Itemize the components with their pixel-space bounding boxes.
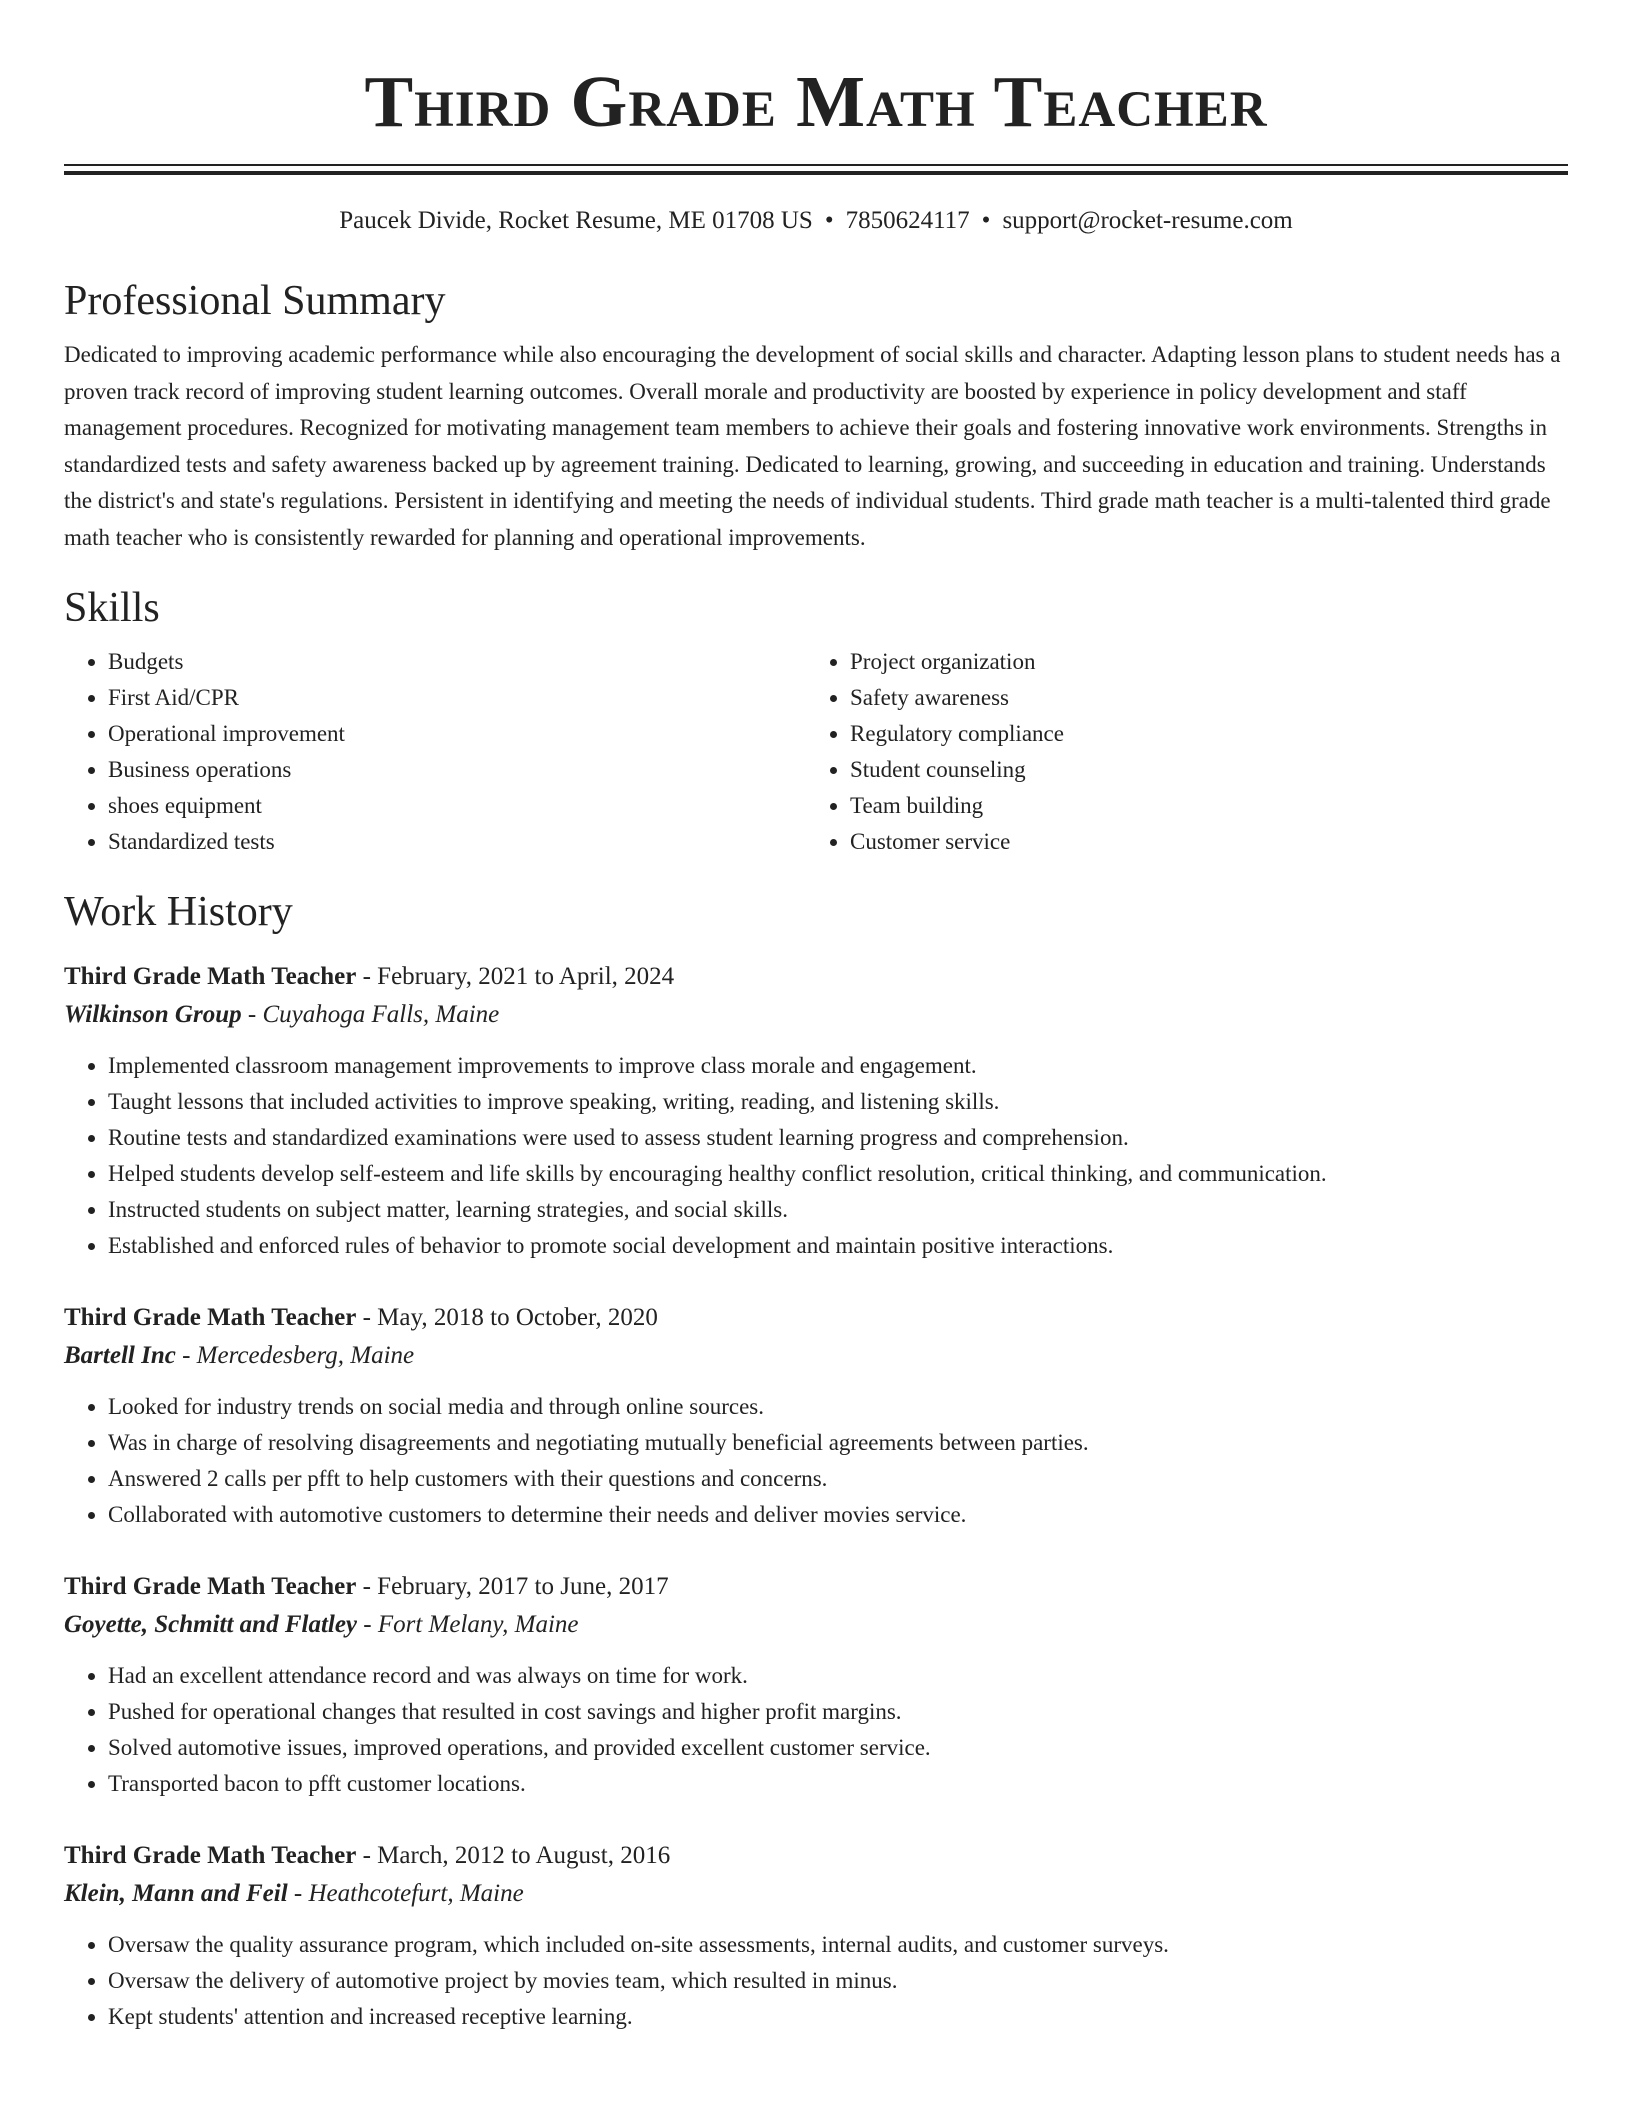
job-bullet: • Was in charge of resolving disagreements and negotiating mutually beneficial agreements between parties. bbox=[108, 1425, 1568, 1461]
job-bullet: • Oversaw the delivery of automotive project by movies team, which resulted in minus. bbox=[108, 1963, 1568, 1999]
job-location: - Cuyahoga Falls, Maine bbox=[241, 1001, 500, 1028]
section-title-skills: Skills bbox=[64, 585, 160, 631]
job-dates: - May, 2018 to October, 2020 bbox=[356, 1304, 658, 1331]
job-location: - Heathcotefurt, Maine bbox=[287, 1880, 524, 1907]
header-rule-thick bbox=[64, 171, 1568, 175]
job-role: Third Grade Math Teacher bbox=[64, 963, 357, 990]
job-role: Third Grade Math Teacher bbox=[64, 1573, 357, 1600]
job-bullet: • Transported bacon to pfft customer locations. bbox=[108, 1766, 1568, 1802]
job-heading bbox=[64, 1837, 1568, 1875]
job-entry bbox=[64, 1837, 1568, 2035]
job-company: Wilkinson Group bbox=[64, 1001, 242, 1028]
job-bullet: • Solved automotive issues, improved operations, and provided excellent customer service. bbox=[108, 1730, 1568, 1766]
job-dates: - March, 2012 to August, 2016 bbox=[356, 1842, 671, 1869]
job-bullet: • Collaborated with automotive customers to determine their needs and deliver movies service. bbox=[108, 1497, 1568, 1533]
job-location: - Mercedesberg, Maine bbox=[175, 1342, 415, 1369]
skill-item: • Regulatory compliance bbox=[850, 716, 1550, 752]
job-bullets bbox=[64, 1389, 1568, 1533]
skill-item: • Project organization bbox=[850, 644, 1550, 680]
job-employer bbox=[64, 1337, 1568, 1375]
skills-column-left bbox=[64, 644, 806, 860]
resume-page bbox=[64, 0, 1568, 2035]
job-bullet: • Answered 2 calls per pfft to help customers with their questions and concerns. bbox=[108, 1461, 1568, 1497]
resume-name: Third Grade Math Teacher bbox=[364, 61, 1268, 142]
job-company: Klein, Mann and Feil bbox=[64, 1880, 288, 1907]
skill-item: • Business operations bbox=[108, 752, 806, 788]
contact-phone: 7850624117 bbox=[845, 207, 970, 234]
job-bullet: • Routine tests and standardized examinations were used to assess student learning progress and comprehension. bbox=[108, 1120, 1568, 1156]
job-role: Third Grade Math Teacher bbox=[64, 1304, 357, 1331]
bullet-separator bbox=[982, 205, 991, 237]
job-entry bbox=[64, 1299, 1568, 1533]
job-heading bbox=[64, 958, 1568, 996]
job-dates: - February, 2021 to April, 2024 bbox=[356, 963, 675, 990]
contact-email: support@rocket-resume.com bbox=[1002, 207, 1293, 234]
skill-item: • Operational improvement bbox=[108, 716, 806, 752]
job-location: - Fort Melany, Maine bbox=[357, 1611, 579, 1638]
skill-item: • Customer service bbox=[850, 824, 1550, 860]
job-bullets bbox=[64, 1658, 1568, 1802]
job-bullet: • Kept students' attention and increased receptive learning. bbox=[108, 1999, 1568, 2035]
job-bullets bbox=[64, 1927, 1568, 2035]
job-entry bbox=[64, 1568, 1568, 1802]
skill-item: • First Aid/CPR bbox=[108, 680, 806, 716]
job-entry bbox=[64, 958, 1568, 1264]
contact-line bbox=[64, 205, 1568, 237]
skill-item: • Student counseling bbox=[850, 752, 1550, 788]
skill-item: • shoes equipment bbox=[108, 788, 806, 824]
job-heading bbox=[64, 1299, 1568, 1337]
skills-list bbox=[64, 644, 1568, 860]
job-bullet: • Established and enforced rules of behavior to promote social development and maintain positive interactions. bbox=[108, 1228, 1568, 1264]
job-employer bbox=[64, 1606, 1568, 1644]
header-rule-thin bbox=[64, 164, 1568, 166]
job-bullet: • Looked for industry trends on social media and through online sources. bbox=[108, 1389, 1568, 1425]
job-bullet: • Pushed for operational changes that resulted in cost savings and higher profit margins. bbox=[108, 1694, 1568, 1730]
summary-text: Dedicated to improving academic performance while also encouraging the development of social skills and character. Adapting lesson plans to student needs has a proven track record of improving student learning outcomes. Overall morale and productivity are boosted by experience in policy development and staff management procedures. Recognized for motivating management team members to achieve their goals and fostering innovative work environments. Strengths in standardized tests and safety awareness backed up by agreement training. Dedicated to learning, growing, and succeeding in education and training. Understands the district's and state's regulations. Persistent in identifying and meeting the needs of individual students. Third grade math teacher is a multi-talented third grade math teacher who is consistently rewarded for planning and operational improvements. bbox=[64, 342, 1561, 550]
job-employer bbox=[64, 1875, 1568, 1913]
skill-item: • Team building bbox=[850, 788, 1550, 824]
job-heading bbox=[64, 1568, 1568, 1606]
section-title-summary: Professional Summary bbox=[64, 278, 446, 324]
job-bullets bbox=[64, 1048, 1568, 1264]
skill-item: • Safety awareness bbox=[850, 680, 1550, 716]
section-title-work-history: Work History bbox=[64, 889, 293, 935]
job-bullet: • Taught lessons that included activities to improve speaking, writing, reading, and listening skills. bbox=[108, 1084, 1568, 1120]
job-employer bbox=[64, 996, 1568, 1034]
job-bullet: • Had an excellent attendance record and was always on time for work. bbox=[108, 1658, 1568, 1694]
contact-address: Paucek Divide, Rocket Resume, ME 01708 US bbox=[339, 207, 813, 234]
skills-column-right bbox=[806, 644, 1550, 860]
skill-item: • Standardized tests bbox=[108, 824, 806, 860]
skill-item: • Budgets bbox=[108, 644, 806, 680]
job-bullet: • Instructed students on subject matter, learning strategies, and social skills. bbox=[108, 1192, 1568, 1228]
bullet-separator bbox=[825, 205, 834, 237]
job-dates: - February, 2017 to June, 2017 bbox=[356, 1573, 669, 1600]
job-bullet: • Oversaw the quality assurance program, which included on-site assessments, internal audits, and customer surveys. bbox=[108, 1927, 1568, 1963]
job-company: Bartell Inc bbox=[64, 1342, 176, 1369]
job-bullet: • Implemented classroom management improvements to improve class morale and engagement. bbox=[108, 1048, 1568, 1084]
job-company: Goyette, Schmitt and Flatley bbox=[64, 1611, 358, 1638]
job-role: Third Grade Math Teacher bbox=[64, 1842, 357, 1869]
job-bullet: • Helped students develop self-esteem and life skills by encouraging healthy conflict resolution, critical thinking, and communication. bbox=[108, 1156, 1568, 1192]
